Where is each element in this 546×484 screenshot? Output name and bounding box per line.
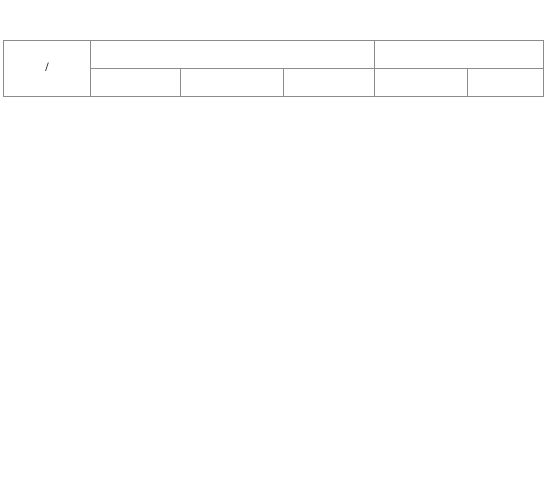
header-delta: / xyxy=(4,41,91,97)
header-dev-direct xyxy=(375,69,468,97)
header-x2 xyxy=(91,41,375,69)
header-dev-w xyxy=(468,69,544,97)
header-expt xyxy=(91,69,181,97)
header-calc-direct xyxy=(181,69,284,97)
header-row-1 xyxy=(4,41,544,69)
table-body xyxy=(4,41,544,97)
header-calc-w xyxy=(284,69,375,97)
header-dev xyxy=(375,41,544,69)
solubility-table xyxy=(3,40,544,97)
